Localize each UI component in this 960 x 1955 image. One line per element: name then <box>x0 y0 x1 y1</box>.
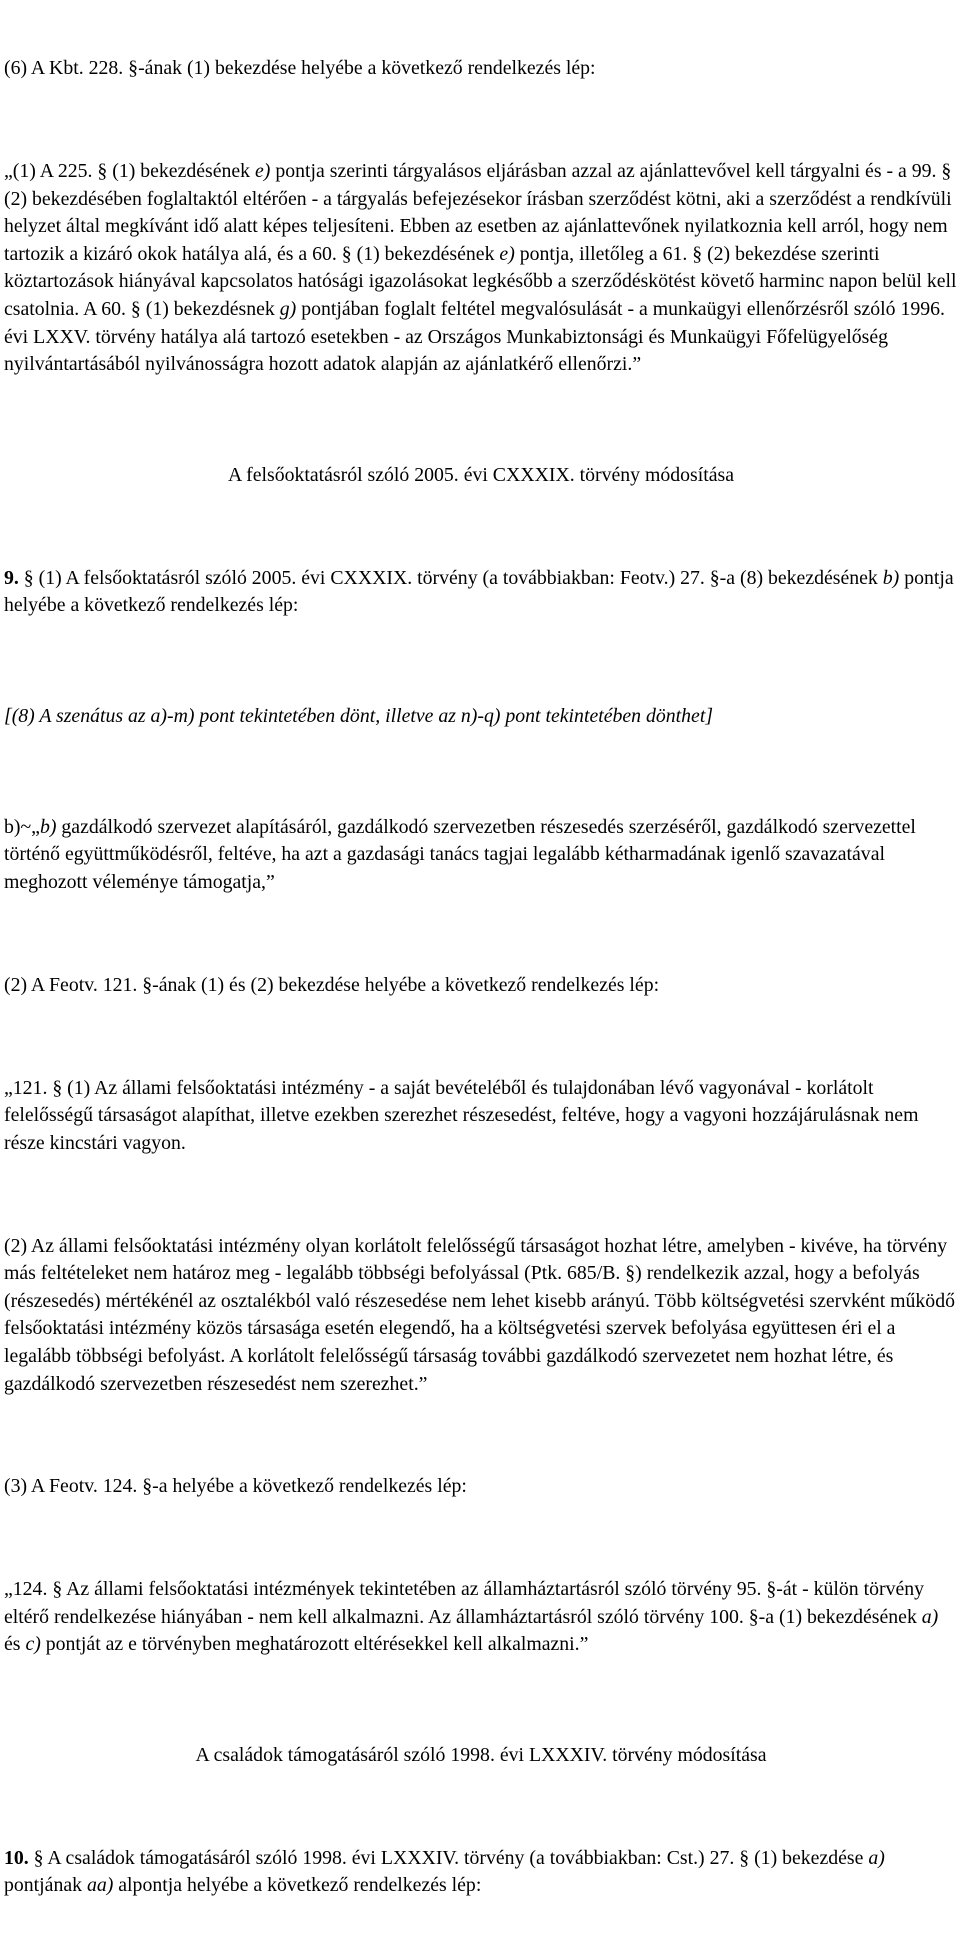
paragraph-feotv-121-2: (2) Az állami felsőoktatási intézmény olyan korlátolt felelősségű társaságot hozhat létre, amelyben - kivéve, ha törvény más feltételeket nem határoz meg - legalább többségi befolyással (Ptk. 685/B. §) rendelkezik azzal, hogy a befolyás (részesedés) mértékénél az osztalékból való részesedése nem lehet kisebb arányú. Több költségvetési szervként működő felsőoktatási intézmény közös társasága esetén elegendő, ha a költségvetési szervek befolyása együttesen éri el a legalább többségi befolyást. A korlátolt felelősségű társaság további gazdálkodó szervezetet nem hozhat létre, és gazdálkodó szervezetben részesedést nem szerezhet.” <box>4 1234 955 1395</box>
italic-run: a) <box>921 1605 939 1628</box>
italic-run: c) <box>25 1633 41 1656</box>
text-run: § (1) A felsőoktatásról szóló 2005. évi CXXXIX. törvény (a továbbiakban: Feotv.) 27. §-a (8) bekezdésének <box>18 566 883 589</box>
italic-run: b) <box>39 815 57 838</box>
paragraph-section-9 <box>4 565 958 620</box>
paragraph-kbt-228 <box>4 55 958 83</box>
text-run: „(1) A 225. § (1) bekezdésének <box>4 159 256 182</box>
section-heading-feotv: A felsőoktatásról szóló 2005. évi CXXXIX. törvény módosítása <box>228 463 734 486</box>
text-run: pontjában foglalt feltétel megvalósulását - a munkaügyi ellenőrzésről szóló 1996. évi LXXV. törvény hatálya alá tartozó esetekben - az Országos Munkabiztonsági és Munkaügyi Főfelügyelőség nyilvántartásából nyilvánosságra hozott adatok alapján az ajánlatkérő ellenőrzi.” <box>4 297 945 376</box>
italic-run: e) <box>255 159 271 182</box>
italic-run: e) <box>499 242 515 265</box>
paragraph-point-b <box>4 814 958 897</box>
text-run: (6) A Kbt. 228. §-ának (1) bekezdése helyébe a következő rendelkezés lép: <box>4 57 596 80</box>
italic-run: b) <box>882 566 900 589</box>
text-run: pontja helyébe a következő rendelkezés lép: <box>4 566 954 617</box>
text-run: pontját az e törvényben meghatározott eltérésekkel kell alkalmazni.” <box>40 1633 589 1656</box>
paragraph-kbt-225-quote <box>4 158 958 379</box>
italic-run: a) <box>868 1846 885 1869</box>
paragraph-section-10 <box>4 1845 958 1900</box>
text-run: „124. § Az állami felsőoktatási intézmények tekintetében az államháztartásról szóló törvény 95. §-át - külön törvény eltérő rendelkezése hiányában - nem kell alkalmazni. Az államháztartásról szóló törvény 100. §-a (1) bekezdésének <box>4 1578 925 1628</box>
text-run: § A családok támogatásáról szóló 1998. évi LXXXIV. törvény (a továbbiakban: Cst.) 27. § (1) bekezdése <box>28 1846 869 1869</box>
text-run: alpontja helyébe a következő rendelkezés lép: <box>113 1874 482 1897</box>
text-run: és <box>4 1633 26 1656</box>
text-run: gazdálkodó szervezet alapításáról, gazdálkodó szervezetben részesedés szerzéséről, gazdálkodó szervezettel történő együttműködésről, feltéve, ha azt a gazdasági tanács tagjai legalább kétharmadának igenlő szavazatával meghozott véleménye támogatja,” <box>4 815 916 894</box>
italic-run: g) <box>279 297 297 320</box>
text-run: b)~„ <box>4 815 40 838</box>
paragraph-senate-bracket <box>4 703 958 731</box>
italic-run: [(8) A szenátus az a)-m) pont tekintetében dönt, illetve az n)-q) pont tekintetében dönthet] <box>4 705 714 728</box>
section-number: 9. <box>4 566 19 589</box>
italic-run: aa) <box>86 1874 114 1897</box>
paragraph-feotv-124 <box>4 1576 958 1659</box>
text-run: pontjának <box>4 1874 87 1897</box>
text-run: pontja szerinti tárgyalásos eljárásban azzal az ajánlattevővel kell tárgyalni és - a 99. § (2) bekezdésében foglaltaktól eltérően - a tárgyalás befejezésekor írásban szerződést kötni, aki a szerződést a rendkívüli helyzet által megkívánt idő alatt képes teljesíteni. Ebben az esetben az ajánlattevőnek nyilatkoznia kell arról, hogy nem tartozik a kizáró okok hatálya alá, és a 60. § (1) bekezdésének <box>4 159 952 265</box>
section-heading-cst: A családok támogatásáról szóló 1998. évi LXXXIV. törvény módosítása <box>195 1744 767 1767</box>
paragraph-feotv-121-intro: (2) A Feotv. 121. §-ának (1) és (2) bekezdése helyébe a következő rendelkezés lép: <box>4 973 660 996</box>
section-number: 10. <box>4 1846 29 1869</box>
text-run: pontja, illetőleg a 61. § (2) bekezdése szerinti köztartozások hiányával kapcsolatos hatósági igazolásokat legkésőbb a szerződéskötést követő harminc napon belül kell csatolnia. A 60. § (1) bekezdésnek <box>4 242 957 320</box>
paragraph-feotv-124-intro: (3) A Feotv. 124. §-a helyébe a következő rendelkezés lép: <box>4 1475 467 1498</box>
paragraph-feotv-121-1: „121. § (1) Az állami felsőoktatási intézmény - a saját bevételéből és tulajdonában lévő vagyonával - korlátolt felelősségű társaságot alapíthat, illetve ezekben szerezhet részesedést, feltéve, hogy a vagyoni hozzájárulásnak nem része kincstári vagyon. <box>4 1076 919 1154</box>
